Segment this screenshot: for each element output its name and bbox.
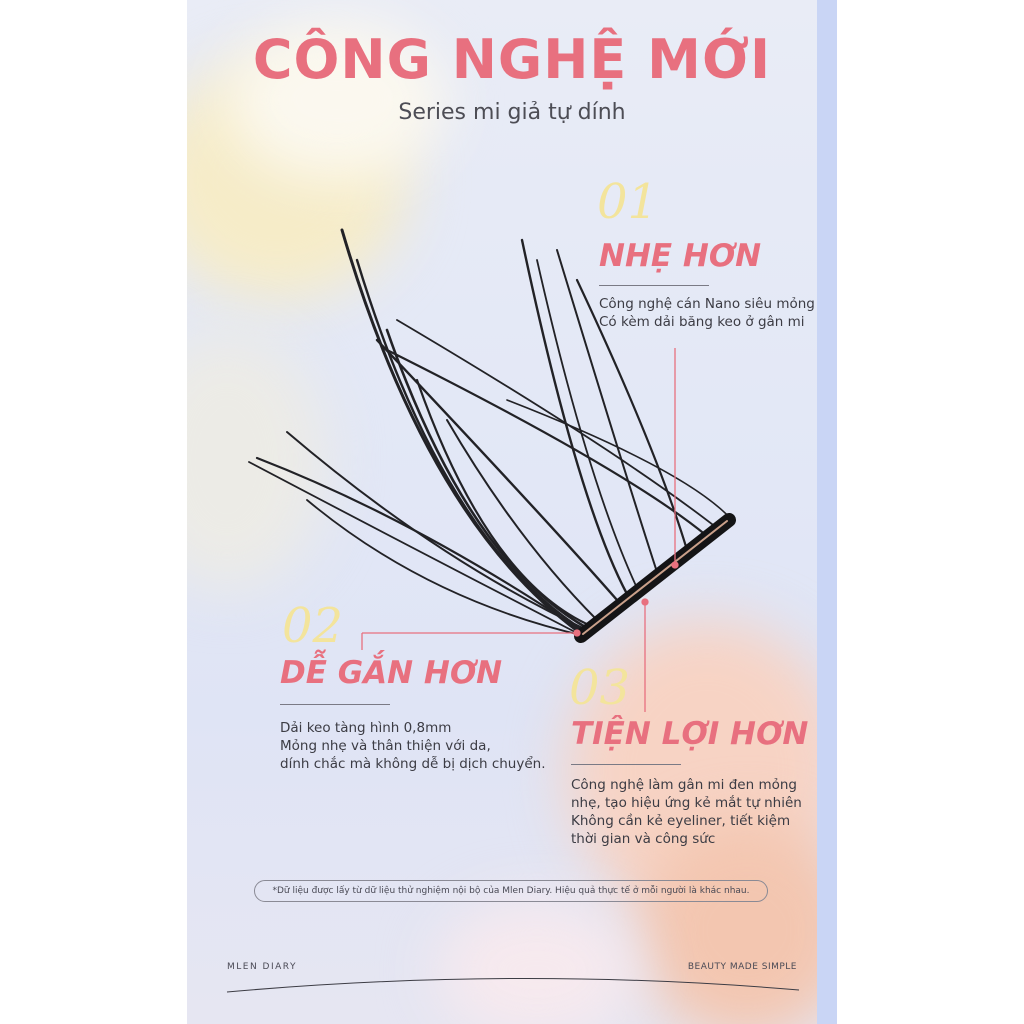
brand-slogan: BEAUTY MADE SIMPLE [687, 962, 797, 972]
feature-3-title: TIỆN LỢI HƠN [571, 716, 809, 752]
feature-2-divider [280, 704, 390, 705]
feature-1-line: Có kèm dải băng keo ở gân mi [599, 314, 805, 330]
lash-band-highlight [583, 521, 727, 634]
feature-3-line: nhẹ, tạo hiệu ứng kẻ mắt tự nhiên [571, 795, 802, 811]
product-poster [187, 0, 837, 1024]
feature-1-description [599, 295, 815, 331]
feature-2-number: 02 [282, 598, 344, 654]
feature-3-line: Không cần kẻ eyeliner, tiết kiệm [571, 813, 791, 829]
brand-name: MLEN DIARY [227, 962, 297, 972]
feature-3-number: 03 [569, 660, 631, 716]
feature-3-line: thời gian và công sức [571, 831, 716, 847]
feature-2-title: DỄ GẮN HƠN [280, 655, 503, 691]
feature-1-title: NHẸ HƠN [599, 238, 762, 274]
footer-curve [187, 970, 837, 1000]
disclaimer-note: *Dữ liệu được lấy từ dữ liệu thử nghiệm nội bộ của Mlen Diary. Hiệu quả thực tế ở mỗi người là khác nhau. [254, 880, 768, 902]
feature-2-line: dính chắc mà không dễ bị dịch chuyển. [280, 756, 546, 772]
feature-3-description [571, 776, 802, 848]
feature-3-line: Công nghệ làm gân mi đen mỏng [571, 777, 797, 793]
feature-1-number: 01 [597, 174, 659, 230]
feature-2-description [280, 719, 546, 773]
page-title: CÔNG NGHỆ MỚI [252, 28, 772, 91]
feature-1-line: Công nghệ cán Nano siêu mỏng [599, 296, 815, 312]
eyelash-illustration [187, 0, 837, 1024]
feature-2-line: Dải keo tàng hình 0,8mm [280, 720, 452, 736]
page-subtitle: Series mi giả tự dính [398, 100, 626, 125]
feature-3-divider [571, 764, 681, 765]
feature-1-divider [599, 285, 709, 286]
feature-2-line: Mỏng nhẹ và thân thiện với da, [280, 738, 491, 754]
